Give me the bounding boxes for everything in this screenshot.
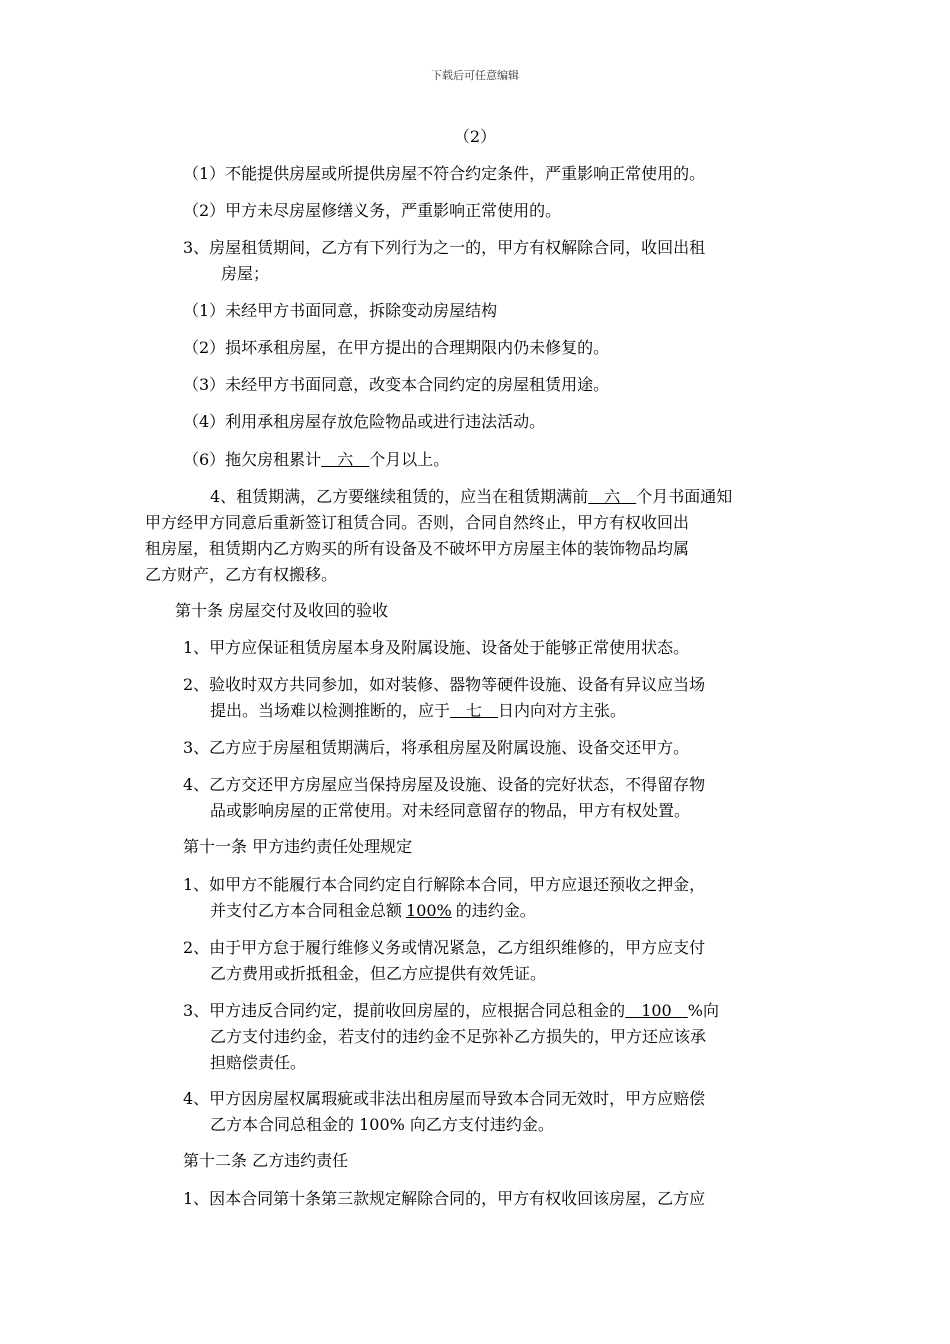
- clause-line: 2、由于甲方怠于履行维修义务或情况紧急，乙方组织维修的，甲方应支付: [183, 938, 706, 957]
- clause-line: [210, 898, 536, 924]
- clause-line: （4）利用承租房屋存放危险物品或进行违法活动。: [183, 412, 546, 431]
- clause-line: 3、房屋租赁期间，乙方有下列行为之一的，甲方有权解除合同，收回出租: [183, 238, 706, 257]
- clause-text: %向: [687, 1001, 719, 1020]
- clause-line: 1、因本合同第十条第三款规定解除合同的，甲方有权收回该房屋，乙方应: [183, 1189, 706, 1208]
- clause-line: [183, 998, 719, 1024]
- page-number-heading: （2）: [453, 127, 497, 146]
- article-heading: 第十二条 乙方违约责任: [183, 1151, 349, 1170]
- clause-line: [210, 484, 732, 510]
- fill-in-blank: 100: [625, 1001, 688, 1020]
- clause-text: 提出。当场难以检测推断的，应于: [210, 701, 451, 720]
- clause-line: 4、乙方交还甲方房屋应当保持房屋及设施、设备的完好状态，不得留存物: [183, 775, 706, 794]
- clause-line: （3）未经甲方书面同意，改变本合同约定的房屋租赁用途。: [183, 375, 610, 394]
- clause-line: 乙方财产，乙方有权搬移。: [145, 565, 338, 584]
- clause-line: 3、乙方应于房屋租赁期满后，将承租房屋及附属设施、设备交还甲方。: [183, 738, 690, 757]
- clause-line: 4、甲方因房屋权属瑕疵或非法出租房屋而导致本合同无效时，甲方应赔偿: [183, 1089, 706, 1108]
- clause-text: 个月以上。: [369, 450, 450, 469]
- clause-line: [183, 447, 449, 473]
- clause-line: 2、验收时双方共同参加，如对装修、器物等硬件设施、设备有异议应当场: [183, 675, 706, 694]
- clause-text: 个月书面通知: [636, 487, 733, 506]
- clause-line: [210, 698, 626, 724]
- clause-line: （1）不能提供房屋或所提供房屋不符合约定条件，严重影响正常使用的。: [183, 164, 706, 183]
- page-header: 下载后可任意编辑: [431, 69, 519, 82]
- clause-line: 1、甲方应保证租赁房屋本身及附属设施、设备处于能够正常使用状态。: [183, 638, 690, 657]
- clause-line: （2）甲方未尽房屋修缮义务，严重影响正常使用的。: [183, 201, 562, 220]
- clause-line: （2）损坏承租房屋，在甲方提出的合理期限内仍未修复的。: [183, 338, 610, 357]
- fill-in-blank: 六: [588, 487, 637, 506]
- clause-text: 3、甲方违反合同约定，提前收回房屋的，应根据合同总租金的: [183, 1001, 626, 1020]
- clause-line: 担赔偿责任。: [210, 1053, 307, 1072]
- clause-text: 日内向对方主张。: [498, 701, 627, 720]
- clause-line: 1、如甲方不能履行本合同约定自行解除本合同，甲方应退还预收之押金，: [183, 875, 706, 894]
- clause-text: （6）拖欠房租累计: [183, 450, 322, 469]
- clause-line: 品或影响房屋的正常使用。对未经同意留存的物品，甲方有权处置。: [210, 801, 691, 820]
- clause-text: 的违约金。: [455, 901, 536, 920]
- clause-line: （1）未经甲方书面同意，拆除变动房屋结构: [183, 301, 498, 320]
- fill-in-blank: 100%: [406, 901, 452, 920]
- article-heading: 第十一条 甲方违约责任处理规定: [183, 837, 413, 856]
- clause-text: 4、租赁期满，乙方要继续租赁的，应当在租赁期满前: [210, 487, 589, 506]
- article-heading: 第十条 房屋交付及收回的验收: [175, 601, 389, 620]
- clause-line: 租房屋，租赁期内乙方购买的所有设备及不破坏甲方房屋主体的装饰物品均属: [145, 539, 690, 558]
- clause-line: 乙方费用或折抵租金，但乙方应提供有效凭证。: [210, 964, 547, 983]
- fill-in-blank: 七: [450, 701, 499, 720]
- clause-line: 乙方支付违约金，若支付的违约金不足弥补乙方损失的，甲方还应该承: [210, 1027, 707, 1046]
- clause-line: 房屋；: [221, 264, 270, 283]
- clause-text: 并支付乙方本合同租金总额: [210, 901, 403, 920]
- fill-in-blank: 六: [321, 450, 370, 469]
- clause-line: 乙方本合同总租金的 100% 向乙方支付违约金。: [210, 1115, 554, 1134]
- clause-line: 甲方经甲方同意后重新签订租赁合同。否则，合同自然终止，甲方有权收回出: [145, 513, 690, 532]
